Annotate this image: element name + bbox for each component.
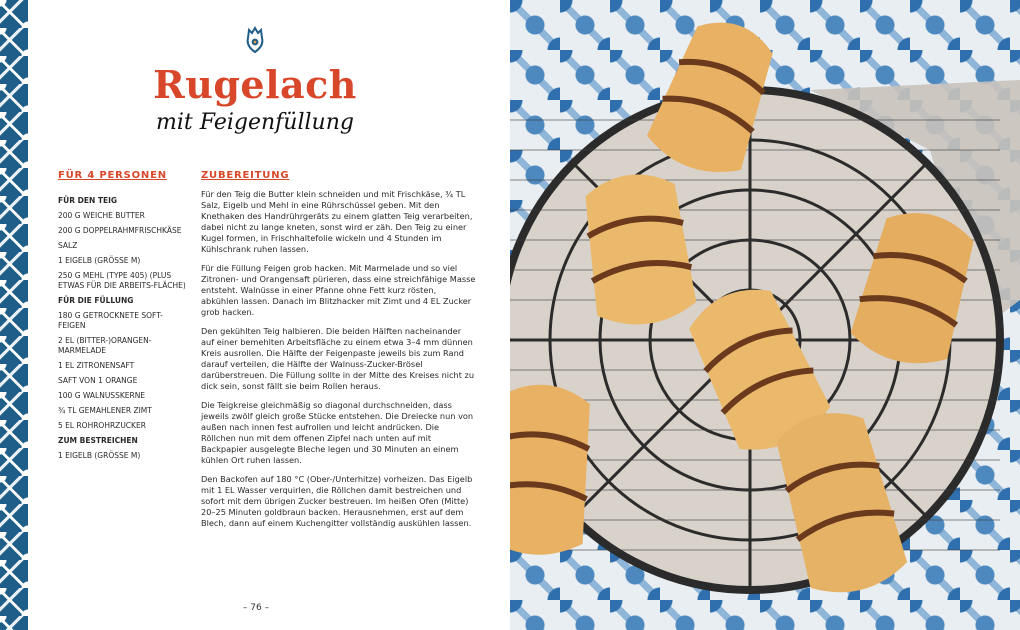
page-number: – 76 – <box>242 603 270 613</box>
rugelach-photo <box>510 0 1020 630</box>
ingredient-group-title: FÜR DEN TEIG <box>58 196 118 205</box>
ingredient-item: 5 EL ROHROHRZUCKER <box>58 421 146 430</box>
ingredient-group-title: FÜR DIE FÜLLUNG <box>58 296 134 305</box>
ingredient-item: ¾ TL GEMAHLENER ZIMT <box>58 406 152 415</box>
ingredient-group-title: ZUM BESTREICHEN <box>58 436 138 445</box>
ingredient-item: 2 EL (BITTER-)ORANGEN-MARMELADE <box>58 336 152 355</box>
ingredient-item: 200 G WEICHE BUTTER <box>58 211 145 220</box>
ingredients-heading: FÜR 4 PERSONEN <box>58 170 167 181</box>
ingredient-item: SAFT VON 1 ORANGE <box>58 376 138 385</box>
preparation-steps <box>201 189 476 537</box>
step-paragraph: Für die Füllung Feigen grob hacken. Mit Marmelade und so viel Zitronen- und Orangensaft pürieren, dass eine streichfähige Masse entsteht. Walnüsse in einer Pfanne ohne Fett kurz rösten, abkühlen lassen. Danach im Blitzhacker mit Zimt und 4 EL Zucker grob hacken. <box>201 263 476 317</box>
tile-border-decoration <box>0 0 28 630</box>
ingredient-item: 1 EIGELB (GRÖSSE M) <box>58 256 141 265</box>
ingredient-item: 250 G MEHL (TYPE 405) (PLUS ETWAS FÜR DIE ARBEITS-FLÄCHE) <box>58 271 186 290</box>
step-paragraph: Für den Teig die Butter klein schneiden und mit Frischkäse, ¾ TL Salz, Eigelb und Mehl in eine Rührschüssel geben. Mit den Knethaken des Handrührgeräts zu einem glatten Teig verarbeiten, dabei nicht zu lange kneten, sonst wird er zäh. Den Teig zu einer Kugel formen, in Frischhaltefolie wickeln und 4 Stunden im Kühlschrank ruhen lassen. <box>201 189 473 254</box>
photo-illustration <box>510 0 1020 630</box>
step-paragraph: Den gekühlten Teig halbieren. Die beiden Hälften nacheinander auf einer bemehlten Arbeitsfläche zu einem etwa 3–4 mm dünnen Kreis ausrollen. Die Hälfte der Feigenpaste jeweils bis zum Rand darauf verteilen, die Hälfte der Walnuss-Zucker-Brösel darüberstreuen. Die Füllung sollte in der Mitte des Kreises nicht zu dick sein, sonst fällt sie beim Rollen heraus. <box>201 326 475 391</box>
step-paragraph: Den Backofen auf 180 °C (Ober-/Unterhitze) vorheizen. Das Eigelb mit 1 EL Wasser verquirlen, die Röllchen damit bestreichen und sofort mit dem übrigen Zucker bestreuen. Im heißen Ofen (Mitte) 20–25 Minuten goldbraun backen. Herausnehmen, erst auf dem Blech, dann auf einem Kuchengitter vollständig auskühlen lassen. <box>201 474 473 528</box>
recipe-subtitle: mit Feigenfüllung <box>156 110 354 135</box>
ingredient-item: SALZ <box>58 241 78 250</box>
ingredient-item: 200 G DOPPELRAHMFRISCHKÄSE <box>58 226 182 235</box>
steps-heading: ZUBEREITUNG <box>201 170 290 181</box>
ingredient-item: 1 EL ZITRONENSAFT <box>58 361 135 370</box>
step-paragraph: Die Teigkreise gleichmäßig so diagonal durchschneiden, dass jeweils zwölf gleich große Stücke entstehen. Die Dreiecke nun von außen nach innen fest aufrollen und leicht andrücken. Die Röllchen nun mit dem offenen Zipfel nach unten auf mit Backpapier ausgelegte Bleche legen und 30 Minuten an einem kühlen Ort ruhen lassen. <box>201 400 474 465</box>
ingredient-item: 180 G GETROCKNETE SOFT-FEIGEN <box>58 311 163 330</box>
recipe-title: Rugelach <box>153 62 357 107</box>
ingredient-list <box>58 191 186 466</box>
hamsa-icon <box>242 26 268 54</box>
ingredient-item: 100 G WALNUSSKERNE <box>58 391 146 400</box>
ingredient-item: 1 EIGELB (GRÖSSE M) <box>58 451 141 460</box>
